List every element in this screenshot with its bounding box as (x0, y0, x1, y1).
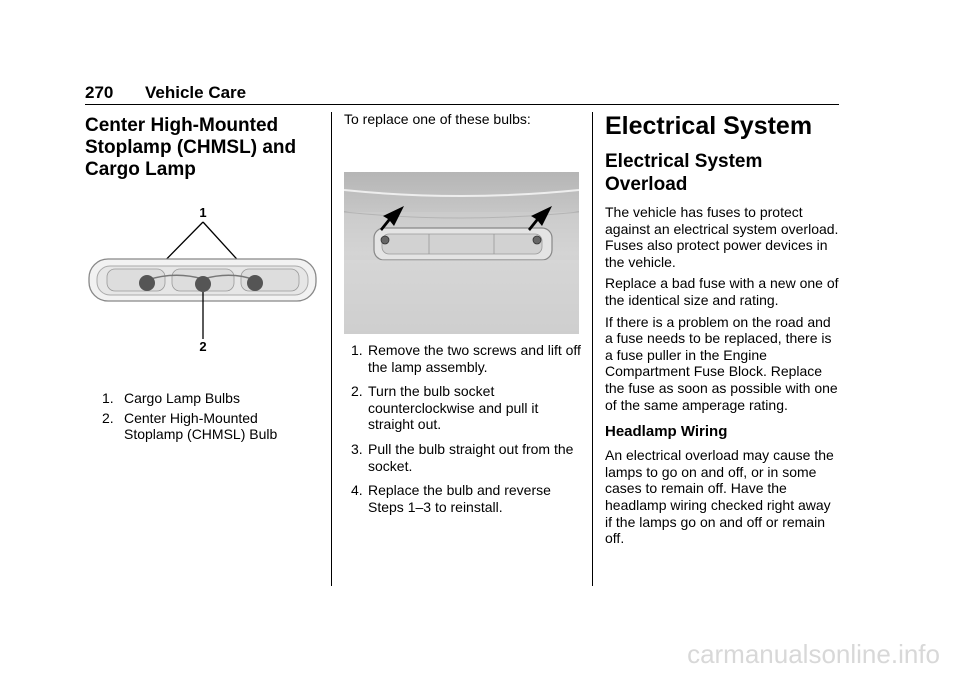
list-item (344, 482, 582, 515)
screw-right (533, 236, 541, 244)
section-title: Vehicle Care (145, 83, 247, 102)
overload-heading: Electrical System Overload (605, 151, 763, 195)
list-number: 2. (351, 383, 363, 400)
list-item (344, 342, 582, 375)
list-text: Turn the bulb socket counterclockwise and pull it straight out. (368, 383, 539, 433)
figure-caption (85, 390, 320, 446)
column-electrical (605, 110, 841, 547)
paragraph: If there is a problem on the road and a fuse needs to be replaced, there is a fuse puller in the Engine Compartment Fuse Block. Replace the fuse as soon as possible with one of the same amperage rating. (605, 313, 838, 413)
watermark: carmanualsonline.info (687, 639, 940, 669)
column-divider (592, 112, 593, 586)
headlamp-wiring-heading: Headlamp Wiring (605, 423, 728, 441)
page-number: 270 (85, 83, 114, 102)
paragraph: The vehicle has fuses to protect against an electrical system overload. Fuses also protect power devices in the vehicle. (605, 204, 839, 270)
steps-intro: To replace one of these bulbs: (344, 111, 531, 127)
chapter-title: Electrical System (605, 112, 813, 140)
callout-1-label: 1 (199, 205, 207, 220)
list-item (85, 390, 320, 407)
list-number: 3. (351, 440, 363, 457)
list-number: 4. (351, 482, 363, 499)
chmsl-lamp-illustration (85, 203, 320, 353)
paragraph: An electrical overload may cause the lamps to go on and off, or in some cases to remain off. Have the headlamp wiring checked right away if the lamps go on and off or remain off. (605, 447, 834, 547)
column-replace-steps (344, 110, 582, 515)
list-number: 1. (102, 390, 114, 406)
list-text: Remove the two screws and lift off the lamp assembly. (368, 342, 581, 375)
paragraph: Replace a bad fuse with a new one of the identical size and rating. (605, 275, 839, 308)
list-text: Replace the bulb and reverse Steps 1–3 to reinstall. (368, 482, 551, 515)
chmsl-heading: Center High-Mounted Stoplamp (CHMSL) and Cargo Lamp (85, 115, 297, 180)
cargo-bulb-left (139, 275, 155, 291)
list-text: Pull the bulb straight out from the socket. (368, 440, 574, 474)
tailgate-lamp-photo (344, 172, 579, 334)
column-chmsl (85, 110, 320, 443)
column-divider (331, 112, 332, 586)
list-text: Cargo Lamp Bulbs (124, 390, 240, 406)
list-item (344, 383, 582, 433)
list-item (344, 441, 582, 474)
list-number: 1. (351, 342, 363, 358)
chmsl-bulb (195, 276, 211, 292)
list-text: Center High-Mounted Stoplamp (CHMSL) Bulb (124, 409, 278, 443)
screw-left (381, 236, 389, 244)
page-header (85, 83, 839, 105)
cargo-bulb-right (247, 275, 263, 291)
list-item (85, 410, 320, 443)
list-number: 2. (102, 409, 114, 426)
callout-2-label: 2 (199, 339, 207, 353)
replace-steps-list (344, 342, 582, 523)
